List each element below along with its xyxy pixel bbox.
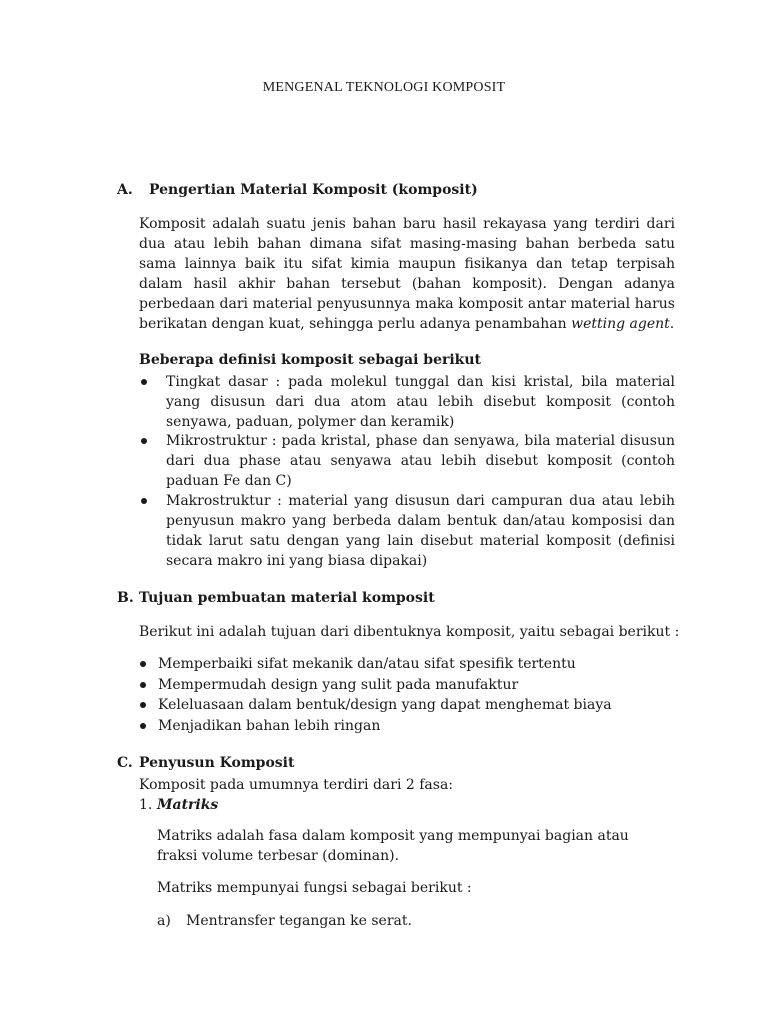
list-item-text: Mempermudah design yang sulit pada manufaktur (158, 677, 519, 693)
section-b-heading (117, 590, 435, 606)
section-a-title: Pengertian Material Komposit (komposit) (149, 182, 478, 198)
matriks-number: 1. (139, 797, 153, 813)
bullet-icon (140, 661, 146, 667)
list-item-text: Tingkat dasar : pada molekul tunggal dan kisi kristal, bila material yang disusun dari dua atom atau lebih disebut komposit (contoh senyawa, paduan, polymer dan keramik) (166, 374, 675, 430)
sub-a-marker: a) (157, 913, 171, 929)
matriks-label: Matriks (157, 797, 219, 813)
sub-a-text: Mentransfer tegangan ke serat. (186, 913, 412, 929)
matriks-item (139, 795, 218, 815)
section-b-intro: Berikut ini adalah tujuan dari dibentuknya komposit, yaitu sebagai berikut : (139, 624, 680, 640)
section-a-letter: A. (117, 182, 133, 198)
list-item-text: Memperbaiki sifat mekanik dan/atau sifat spesifik tertentu (158, 656, 576, 672)
section-a-paragraph-italic: wetting agent (571, 316, 670, 332)
section-c-letter: C. (117, 755, 133, 771)
definitions-subheading: Beberapa definisi komposit sebagai berikut (139, 352, 482, 368)
section-c-heading (117, 755, 294, 771)
section-b-letter: B. (117, 590, 134, 606)
section-b-title: Tujuan pembuatan material komposit (139, 590, 435, 606)
bullet-icon (141, 498, 147, 504)
section-c-title: Penyusun Komposit (139, 755, 295, 771)
matriks-function-a (157, 911, 412, 931)
list-item-text: Menjadikan bahan lebih ringan (158, 718, 381, 734)
section-a-paragraph-end: . (669, 316, 675, 332)
matriks-function-intro: Matriks mempunyai fungsi sebagai berikut : (157, 880, 472, 896)
bullet-icon (140, 682, 146, 688)
bullet-icon (141, 379, 147, 385)
section-a-paragraph-text: Komposit adalah suatu jenis bahan baru hasil rekayasa yang terdiri dari dua atau lebih bahan dimana sifat masing-masing bahan berbeda satu sama lainnya baik itu sifat kimia maupun fisikanya dan tetap terpisah dalam hasil akhir bahan tersebut (bahan komposit). Dengan adanya perbedaan dari material penyusunnya maka komposit antar material harus berikatan dengan kuat, sehingga perlu adanya penambahan (139, 216, 675, 332)
list-item-text: Makrostruktur : material yang disusun dari campuran dua atau lebih penyusun makro yang berbeda dalam bentuk dan/atau komposisi dan tidak larut satu dengan yang lain disebut material komposit (definisi secara makro ini yang biasa dipakai) (166, 493, 675, 569)
matriks-description: Matriks adalah fasa dalam komposit yang mempunyai bagian atau fraksi volume terbesar (dominan). (157, 828, 629, 864)
bullet-icon (140, 702, 146, 708)
document-title: MENGENAL TEKNOLOGI KOMPOSIT (262, 80, 506, 95)
bullet-icon (140, 723, 146, 729)
bullet-icon (141, 438, 147, 444)
list-item-text: Keleluasaan dalam bentuk/design yang dapat menghemat biaya (158, 697, 612, 713)
section-a-paragraph (139, 214, 675, 334)
section-a-heading (117, 182, 478, 198)
section-c-intro: Komposit pada umumnya terdiri dari 2 fasa: (139, 777, 454, 793)
list-item-text: Mikrostruktur : pada kristal, phase dan senyawa, bila material disusun dari dua phase atau senyawa atau lebih disebut komposit (contoh paduan Fe dan C) (166, 433, 675, 489)
